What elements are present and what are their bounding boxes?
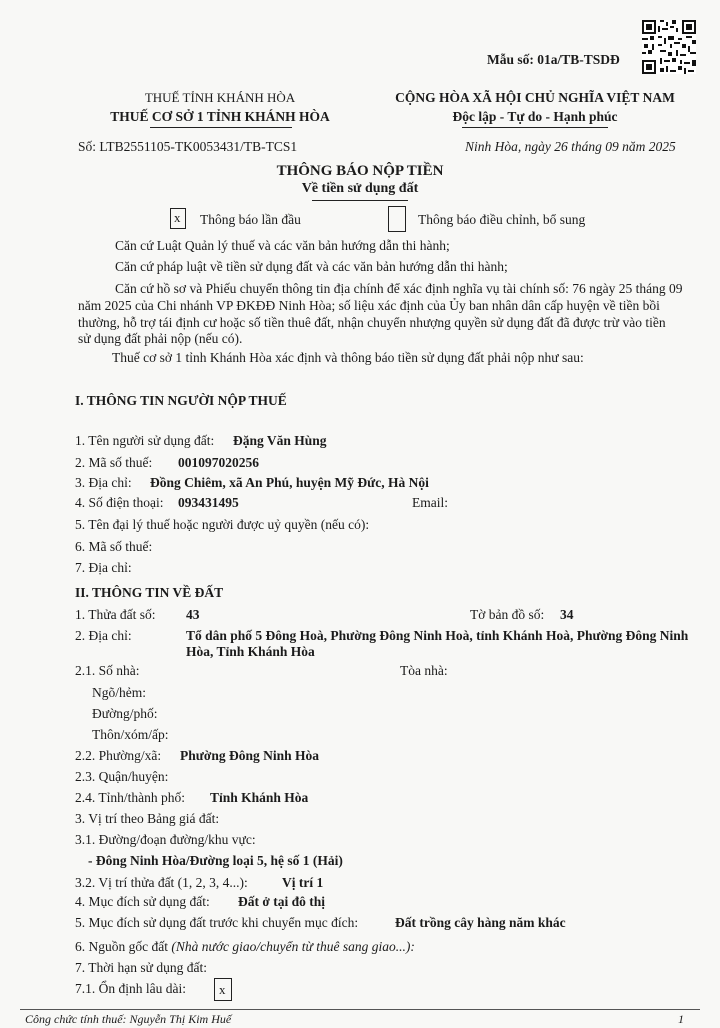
date-year-label: năm <box>622 139 646 154</box>
section2-heading: II. THÔNG TIN VỀ ĐẤT <box>75 585 224 600</box>
land-origin-hint: (Nhà nước giao/chuyển từ thuê sang giao...): <box>171 939 415 954</box>
land-purpose-value: Đất ở tại đô thị <box>238 894 325 909</box>
adjust-notice-checkbox[interactable] <box>388 206 406 232</box>
price-position-label: 3. Vị trí theo Bảng giá đất: <box>75 811 220 826</box>
document-title: THÔNG BÁO NỘP TIỀN <box>276 163 444 179</box>
document-subtitle: Về tiền sử dụng đất <box>301 181 419 196</box>
road-section-label: 3.1. Đường/đoạn đường/khu vực: <box>75 832 256 847</box>
date-place: Ninh Hòa, <box>465 139 522 154</box>
ward-label: 2.2. Phường/xã: <box>75 748 162 763</box>
date-day-label: ngày <box>524 139 551 154</box>
preamble-law-tax: Căn cứ Luật Quản lý thuế và các văn bản hướng dẫn thi hành; <box>115 238 450 253</box>
land-purpose-label: 4. Mục đích sử dụng đất: <box>75 894 210 909</box>
province-value: Tỉnh Khánh Hòa <box>210 790 309 805</box>
title-underline <box>312 200 408 201</box>
national-motto: Độc lập - Tự do - Hạnh phúc <box>452 109 618 124</box>
land-address-label: 2. Địa chỉ: <box>75 628 132 643</box>
preamble-basis-line1: Căn cứ hồ sơ và Phiếu chuyển thông tin địa chính để xác định nghĩa vụ tài chính số: 76 ngày 25 tháng 09 <box>115 281 683 296</box>
map-sheet-value: 34 <box>560 607 574 622</box>
land-origin-text: 6. Nguồn gốc đất <box>75 939 168 954</box>
land-term-label: 7. Thời hạn sử dụng đất: <box>75 960 207 975</box>
issue-date <box>465 139 676 156</box>
plot-position-value: Vị trí 1 <box>282 875 324 890</box>
agency-parent: THUẾ TỈNH KHÁNH HÒA <box>144 90 296 105</box>
previous-purpose-value: Đất trồng cây hàng năm khác <box>395 915 566 930</box>
first-notice-label: Thông báo lần đầu <box>200 212 301 227</box>
map-sheet-label: Tờ bản đồ số: <box>470 607 545 622</box>
preamble-basis-line3: thường, hỗ trợ tái định cư hoặc số tiền thuê đất, nhận chuyển nhượng quyền sử dụng đất đã được trừ vào tiền <box>78 315 666 330</box>
qr-code-icon <box>642 20 696 74</box>
road-section-value: - Đông Ninh Hòa/Đường loại 5, hệ số 1 (Hải) <box>88 853 343 868</box>
footer-divider <box>20 1009 700 1010</box>
payer-phone-label: 4. Số điện thoại: <box>75 495 164 510</box>
payer-name-label: 1. Tên người sử dụng đất: <box>75 433 215 448</box>
preamble-basis-line2: năm 2025 của Chi nhánh VP ĐKĐĐ Ninh Hòa; số liệu xác định của Ủy ban nhân dân cấp huyện về tiền bồi <box>78 298 660 313</box>
country-name: CỘNG HÒA XÃ HỘI CHỦ NGHĨA VIỆT NAM <box>395 90 675 105</box>
stable-term-checkbox[interactable] <box>214 978 232 1001</box>
agent-name-label: 5. Tên đại lý thuế hoặc người được uỷ quyền (nếu có): <box>75 517 370 532</box>
district-label: 2.3. Quận/huyện: <box>75 769 169 784</box>
agency-underline <box>150 127 292 128</box>
plot-number-value: 43 <box>186 607 200 622</box>
ward-value: Phường Đông Ninh Hòa <box>180 748 319 763</box>
street-label: Đường/phố: <box>92 706 158 721</box>
payer-tax-code-label: 2. Mã số thuế: <box>75 455 153 470</box>
section1-heading: I. THÔNG TIN NGƯỜI NỘP THUẾ <box>75 393 287 408</box>
land-address-line1: Tổ dân phố 5 Đông Hoà, Phường Đông Ninh Hoà, tỉnh Khánh Hoà, Phường Đông Ninh <box>186 628 689 643</box>
document-number: Số: LTB2551105-TK0053431/TB-TCS1 <box>78 139 298 154</box>
preamble-law-land: Căn cứ pháp luật về tiền sử dụng đất và các văn bản hướng dẫn thi hành; <box>115 259 508 274</box>
page-number: 1 <box>678 1012 684 1026</box>
stable-term-mark: x <box>219 982 226 997</box>
agent-tax-code-label: 6. Mã số thuế: <box>75 539 153 554</box>
hamlet-label: Thôn/xóm/ấp: <box>92 727 169 742</box>
land-origin-label <box>75 939 415 956</box>
first-notice-mark: x <box>174 210 181 225</box>
payer-tax-code-value: 001097020256 <box>178 455 259 470</box>
payer-address-label: 3. Địa chỉ: <box>75 475 132 490</box>
previous-purpose-label: 5. Mục đích sử dụng đất trước khi chuyển mục đích: <box>75 915 359 930</box>
house-number-label: 2.1. Số nhà: <box>75 663 140 678</box>
province-label: 2.4. Tỉnh/thành phố: <box>75 790 185 805</box>
date-year: 2025 <box>648 139 676 154</box>
building-label: Tòa nhà: <box>400 663 448 678</box>
alley-label: Ngõ/hẻm: <box>92 685 146 700</box>
first-notice-checkbox[interactable] <box>170 208 186 229</box>
tax-officer: Công chức tính thuế: Nguyễn Thị Kim Huế <box>25 1012 232 1026</box>
stable-term-label: 7.1. Ổn định lâu dài: <box>75 981 186 996</box>
motto-underline <box>462 127 608 128</box>
form-code: Mẫu số: 01a/TB-TSDĐ <box>487 52 620 67</box>
date-month: 09 <box>605 139 619 154</box>
payer-phone-value: 093431495 <box>178 495 239 510</box>
adjust-notice-label: Thông báo điều chỉnh, bổ sung <box>418 212 586 227</box>
payer-name-value: Đặng Văn Hùng <box>233 433 327 448</box>
payer-address-value: Đồng Chiêm, xã An Phú, huyện Mỹ Đức, Hà Nội <box>150 475 429 490</box>
land-address-line2: Hòa, Tỉnh Khánh Hòa <box>186 644 315 659</box>
agent-address-label: 7. Địa chỉ: <box>75 560 132 575</box>
date-day: 26 <box>554 139 568 154</box>
agency-name: THUẾ CƠ SỞ 1 TỈNH KHÁNH HÒA <box>110 109 330 124</box>
plot-position-label: 3.2. Vị trí thửa đất (1, 2, 3, 4...): <box>75 875 248 890</box>
plot-number-label: 1. Thửa đất số: <box>75 607 156 622</box>
preamble-basis-line4: sử dụng đất phải nộp (nếu có). <box>78 331 243 346</box>
payer-email-label: Email: <box>412 495 448 510</box>
date-month-label: tháng <box>571 139 602 154</box>
preamble-determination: Thuế cơ sở 1 tỉnh Khánh Hòa xác định và thông báo tiền sử dụng đất phải nộp như sau: <box>112 350 584 365</box>
